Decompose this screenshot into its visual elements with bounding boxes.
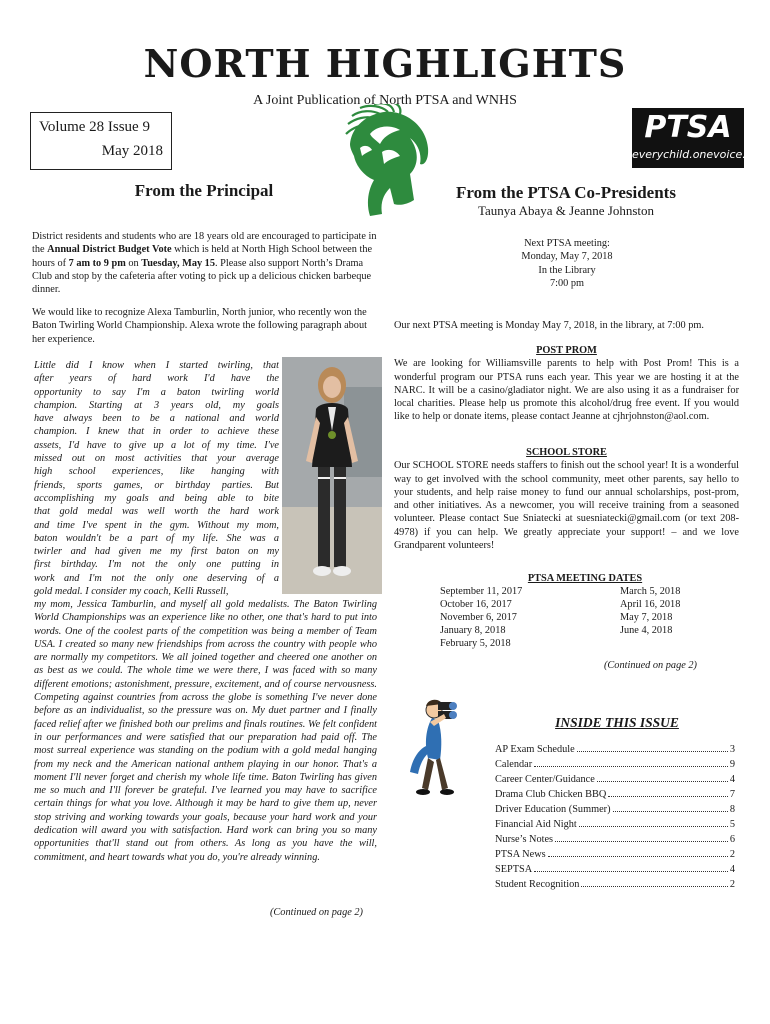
quote-line: missed out on most activities that your average: [34, 453, 279, 465]
quote-lines: [34, 359, 279, 598]
quote-line: after years of hard work I'd have the: [34, 373, 279, 385]
toc-item[interactable]: [495, 804, 735, 819]
school-store-heading: SCHOOL STORE: [526, 447, 607, 458]
toc-item-page: 3: [729, 744, 735, 755]
quote-line: accomplishing my goals and being able to bite: [34, 492, 279, 504]
text-run: on: [125, 257, 142, 269]
ptsa-wordmark: PTSA: [644, 110, 732, 145]
quote-line: work and I'm not the only one deserving of a: [34, 572, 279, 584]
quote-line: gold medal. I consider my coach, Kelli Russell,: [34, 586, 229, 598]
quote-line: assets, I'd have to give up a lot of my time. I've: [34, 439, 279, 451]
toc-item-page: 2: [729, 879, 735, 890]
meeting-date: June 4, 2018: [620, 625, 673, 637]
ptsa-presidents-names: Taunya Abaya & Jeanne Johnston: [478, 203, 654, 218]
toc-item-page: 6: [729, 834, 735, 845]
issue-date: May 2018: [101, 143, 163, 159]
school-store-text: Our SCHOOL STORE needs staffers to finish out the school year! It is a wonderful way to get involved with the school community, meet other parents, say hello to your students, and help raise money to fund our annual scholarships, post-prom, and other initiatives. As a newcomer, you will receive training from a seasoned volunteer. Please contact Sue Sniatecki at suesniatecki@gmail.com (or text 208-4978) if you can help. We greatly appreciate your support! – and we love Grandparent volunteers!: [394, 460, 739, 552]
text-run-bold: Tuesday, May 15: [141, 257, 215, 269]
toc-item-title: Nurse’s Notes: [495, 834, 554, 845]
student-photo: [282, 357, 382, 594]
principal-heading: From the Principal: [134, 181, 274, 200]
post-prom-section: [394, 344, 739, 424]
post-prom-email-link[interactable]: cjhrjohnston@aol.com: [612, 411, 707, 423]
toc-leader-dots: [608, 796, 728, 797]
meeting-date: February 5, 2018: [440, 638, 511, 650]
meeting-line: 7:00 pm: [549, 277, 585, 289]
toc-leader-dots: [548, 856, 728, 857]
toc-item[interactable]: [495, 879, 735, 894]
toc-item[interactable]: [495, 744, 735, 759]
ptsa-heading: From the PTSA Co-Presidents: [456, 183, 676, 202]
meeting-dates-table: [440, 585, 730, 650]
meeting-date: November 6, 2017: [440, 612, 517, 624]
post-prom-heading: POST PROM: [536, 345, 597, 356]
text-run: which is held at North High School between the hours of: [32, 244, 373, 269]
toc-item-title: AP Exam Schedule: [495, 744, 575, 755]
quote-line: Little did I know when I started twirling, that: [34, 360, 279, 371]
principal-paragraph-2: We would like to recognize Alexa Tamburlin, North junior, who recently won the Baton Twirling World Championship. Alexa wrote the following paragraph about her experience.: [32, 307, 367, 345]
quote-line: opportunity to say I'm a baton twirling world: [34, 386, 279, 398]
volume-box: [30, 112, 172, 170]
meeting-date: May 7, 2018: [620, 612, 673, 624]
quote-line: first birthday. I'm not the only one putting in: [34, 559, 279, 571]
quote-continuation: my mom, Jessica Tamburlin, and myself all gold medalists. The Baton Twirling World Championships was an experience like no other, one that's hard to put into words. One of the coolest parts of the competition was being a member of Team USA. I created so many new friendships from across the country with people who are normally my competitors. We all joined together and cheered one another on as best as we could. The whole time we were there, I was faced with so many different emotions; astonishment, pressure, excitement, and of course nervousness. Competing against countries from across the globe is something I've never done before as an individualist, so the pressure was on. My duet partner and I finally faced relief after we finished both our prelims and finals routines. We felt confident in our performances and were satisfied that our preparation had paid off. The most surreal experience was standing on the podium with a gold medal hanging from my neck and the American national anthem playing in our honor. That's a moment I'll never forget and cherish my whole life time. Baton Twirling has given me so much and I'll forever be grateful. I've learned you may have to sacrifice certain things for what you love. Although it may be hard to give them up, never stop striving and working towards your goals, because your hard work and your dedication will award you with satisfaction. Hard work can bring you so many opportunities that'll stand out from others. As long as you have the will, commitment, and heart towards what you do, you're already winning.: [34, 599, 377, 863]
quote-line: baton wouldn't be a part of my life. She was a: [34, 532, 279, 544]
principal-continued-note: (Continued on page 2): [270, 907, 363, 918]
inside-this-issue-heading: INSIDE THIS ISSUE: [555, 715, 679, 730]
meeting-line: In the Library: [538, 264, 596, 276]
meeting-date-row: [440, 624, 730, 637]
toc-item[interactable]: [495, 774, 735, 789]
meeting-date: October 16, 2017: [440, 599, 512, 611]
toc-item-title: Driver Education (Summer): [495, 804, 611, 815]
meeting-dates-heading: PTSA MEETING DATES: [527, 573, 643, 584]
toc-item[interactable]: [495, 864, 735, 879]
toc-item-title: Career Center/Guidance: [495, 774, 595, 785]
meeting-date: [620, 637, 730, 650]
toc-leader-dots: [555, 841, 728, 842]
toc-leader-dots: [579, 826, 728, 827]
toc-item-title: PTSA News: [495, 849, 546, 860]
toc-leader-dots: [581, 886, 727, 887]
principal-paragraph-1: [32, 230, 377, 296]
text-run: District residents and students who are 18 years old are encouraged to participate in the: [32, 231, 377, 256]
toc-item-page: 2: [729, 849, 735, 860]
toc-leader-dots: [613, 811, 728, 812]
toc-item[interactable]: [495, 849, 735, 864]
meeting-date: January 8, 2018: [440, 625, 506, 637]
toc-item-title: Financial Aid Night: [495, 819, 577, 830]
meeting-date-row: [440, 585, 730, 598]
meeting-dates-section: [440, 572, 730, 650]
volume-issue: Volume 28 Issue 9: [39, 119, 150, 135]
meeting-date-row: [440, 598, 730, 611]
school-store-section: [394, 446, 739, 552]
text-run: .: [706, 411, 710, 423]
table-of-contents: [495, 744, 735, 894]
toc-item-page: 4: [729, 774, 735, 785]
text-run: We are looking for Williamsville parents to help with Post Prom! This is a wonderful program our PTSA runs each year. This year we are hosting it at the NARC. It will be a casino/gladiator night. We are also using it as a fundraiser for local charities. Please help us promote this alcohol/drug free event. If you would like to help or donate items, please contact Jeanne at: [394, 358, 739, 423]
meeting-date: April 16, 2018: [620, 599, 681, 611]
toc-item-page: 7: [729, 789, 735, 800]
post-prom-text: [394, 357, 739, 423]
meeting-date: September 11, 2017: [440, 586, 523, 598]
ptsa-continued-note: (Continued on page 2): [604, 660, 697, 671]
quote-line: champion. Starting at 3 years old, my goals: [34, 399, 279, 411]
next-meeting-box: [452, 237, 682, 290]
toc-item[interactable]: [495, 759, 735, 774]
toc-item-page: 9: [729, 759, 735, 770]
newsletter-subtitle: A Joint Publication of North PTSA and WNHS: [253, 93, 517, 108]
toc-item-page: 8: [729, 804, 735, 815]
ptsa-next-meeting-text: Our next PTSA meeting is Monday May 7, 2018, in the library, at 7:00 pm.: [394, 320, 704, 331]
newsletter-title: NORTH HIGHLIGHTS: [143, 41, 627, 86]
toc-leader-dots: [577, 751, 728, 752]
toc-leader-dots: [534, 871, 728, 872]
toc-leader-dots: [597, 781, 728, 782]
student-photo-illustration-icon: [282, 357, 382, 594]
toc-item-page: 5: [729, 819, 735, 830]
text-run-bold: Annual District Budget Vote: [47, 244, 172, 256]
text-run-bold: 7 am to 9 pm: [68, 257, 126, 269]
quote-line: champion. I knew that in order to achieve these: [34, 426, 279, 438]
toc-item-title: SEPTSA: [495, 864, 533, 875]
meeting-date-row: [440, 637, 730, 650]
ptsa-tagline: everychild.onevoice.: [632, 148, 746, 161]
meeting-line: Next PTSA meeting:: [524, 238, 610, 249]
ptsa-logo: [632, 108, 744, 168]
toc-item-title: Calendar: [495, 759, 533, 770]
quote-line: and time I've spent in the gym. Without my mom,: [34, 519, 279, 531]
quote-line: that gold medal was well worth the hard work: [34, 506, 279, 518]
toc-leader-dots: [534, 766, 728, 767]
meeting-line: Monday, May 7, 2018: [521, 251, 613, 263]
binoculars-person-icon: [396, 688, 486, 798]
meeting-date-row: [440, 611, 730, 624]
quote-line: friends, sports games, or birthday parties. But: [34, 479, 279, 491]
toc-item-page: 4: [729, 864, 735, 875]
text-run: . Please also support North’s Drama Club and stop by the cafeteria after voting to pick up a delicious chicken barbeque dinner.: [32, 257, 372, 296]
quote-line: have always been to be a national and world: [34, 413, 279, 425]
quote-line: high school experiences, like hanging with: [34, 466, 279, 478]
toc-item-title: Drama Club Chicken BBQ: [495, 789, 607, 800]
quote-block: [34, 359, 279, 598]
meeting-date: March 5, 2018: [620, 586, 681, 598]
toc-item[interactable]: [495, 819, 735, 834]
quote-line: twirler and had given me my first baton on my: [34, 546, 279, 558]
toc-item-title: Student Recognition: [495, 879, 580, 890]
toc-item[interactable]: [495, 834, 735, 849]
toc-item[interactable]: [495, 789, 735, 804]
